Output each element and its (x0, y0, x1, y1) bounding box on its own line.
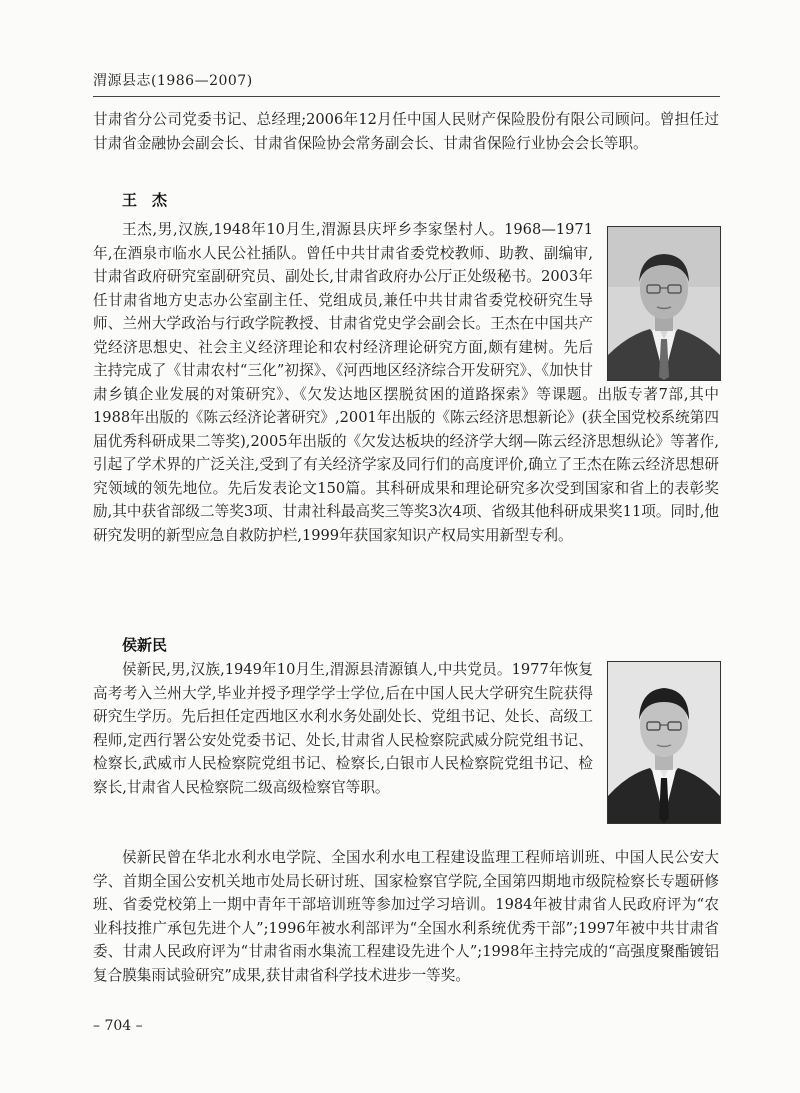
running-header: 渭源县志(1986—2007) (93, 73, 253, 89)
header-rule (93, 96, 720, 97)
page-number: – 704 – (93, 1018, 143, 1034)
intro-paragraph: 甘肃省分公司党委书记、总经理;2006年12月任中国人民财产保险股份有限公司顾问。曾担任过甘肃省金融协会副会长、甘肃省保险协会常务副会长、甘肃省保险行业协会会长等职。 (93, 111, 719, 152)
photo-wrap-spacer (593, 218, 719, 380)
section-heading-hou-xinmin: 侯新民 (122, 636, 168, 654)
photo-wrap-spacer (593, 658, 719, 826)
biography-wang-jie (93, 218, 719, 547)
training-hou-xinmin: 侯新民曾在华北水利水电学院、全国水利水电工程建设监理工程师培训班、中国人民公安大学、首期全国公安机关地市处局长研讨班、国家检察官学院,全国第四期地市级院检察长专题研修班、省委党校第上一期中青年干部培训班等参加过学习培训。1984年被甘肃省人民政府评为“农业科技推广承包先进个人”;1996年被水利部评为“全国水利系统优秀干部”;1997年被中共甘肃省委、甘肃人民政府评为“甘肃省雨水集流工程建设先进个人”;1998年主持完成的“高强度聚酯镀铝复合膜集雨试验研究”成果,获甘肃省科学技术进步一等奖。 (93, 849, 719, 984)
biography-hou-xinmin-text: 侯新民,男,汉族,1949年10月生,渭源县清源镇人,中共党员。1977年恢复高考考入兰州大学,毕业并授予理学学士学位,后在中国人民大学研究生院获得研究生学历。先后担任定西地区水利水务处副处长、党组书记、处长、高级工程师,定西行署公安处党委书记、处长,甘肃省人民检察院武威分院党组书记、检察长,武威市人民检察院党组书记、检察长,白银市人民检察院党组书记、检察长,甘肃省人民检察院二级高级检察官等职。 (93, 661, 593, 796)
biography-hou-xinmin (93, 658, 719, 826)
section-heading-wang-jie: 王 杰 (122, 191, 168, 209)
biography-wang-jie-text: 王杰,男,汉族,1948年10月生,渭源县庆坪乡李家堡村人。1968—1971年,在酒泉市临水人民公社插队。曾任中共甘肃省委党校教师、助教、副编审,甘肃省政府研究室副研究员、副处长,甘肃省政府办公厅正处级秘书。2003年任甘肃省地方史志办公室副主任、党组成员,兼任中共甘肃省委党校研究生导师、兰州大学政治与行政学院教授、甘肃省党史学会副会长。王杰在中国共产党经济思想史、社会主义经济理论和农村经济理论研究方面,颇有建树。先后主持完成了《甘肃农村“三化”初探》、《河西地区经济综合开发研究》、《加快甘肃乡镇企业发展的对策研究》、《欠发达地区摆脱贫困的道路探索》等课题。出版专著7部,其中1988年出版的《陈云经济论著研究》,2001年出版的《陈云经济思想新论》(获全国党校系统第四届优秀科研成果二等奖),2005年出版的《欠发达板块的经济学大纲—陈云经济思想纵论》等著作,引起了学术界的广泛关注,受到了有关经济学家及同行们的高度评价,确立了王杰在陈云经济思想研究领域的领先地位。先后发表论文150篇。其科研成果和理论研究多次受到国家和省上的表彰奖励,其中获省部级二等奖3项、甘肃社科最高奖三等奖3次4项、省级其他科研成果奖11项。同时,他研究发明的新型应急自救防护栏,1999年获国家知识产权局实用新型专利。 (93, 221, 719, 544)
